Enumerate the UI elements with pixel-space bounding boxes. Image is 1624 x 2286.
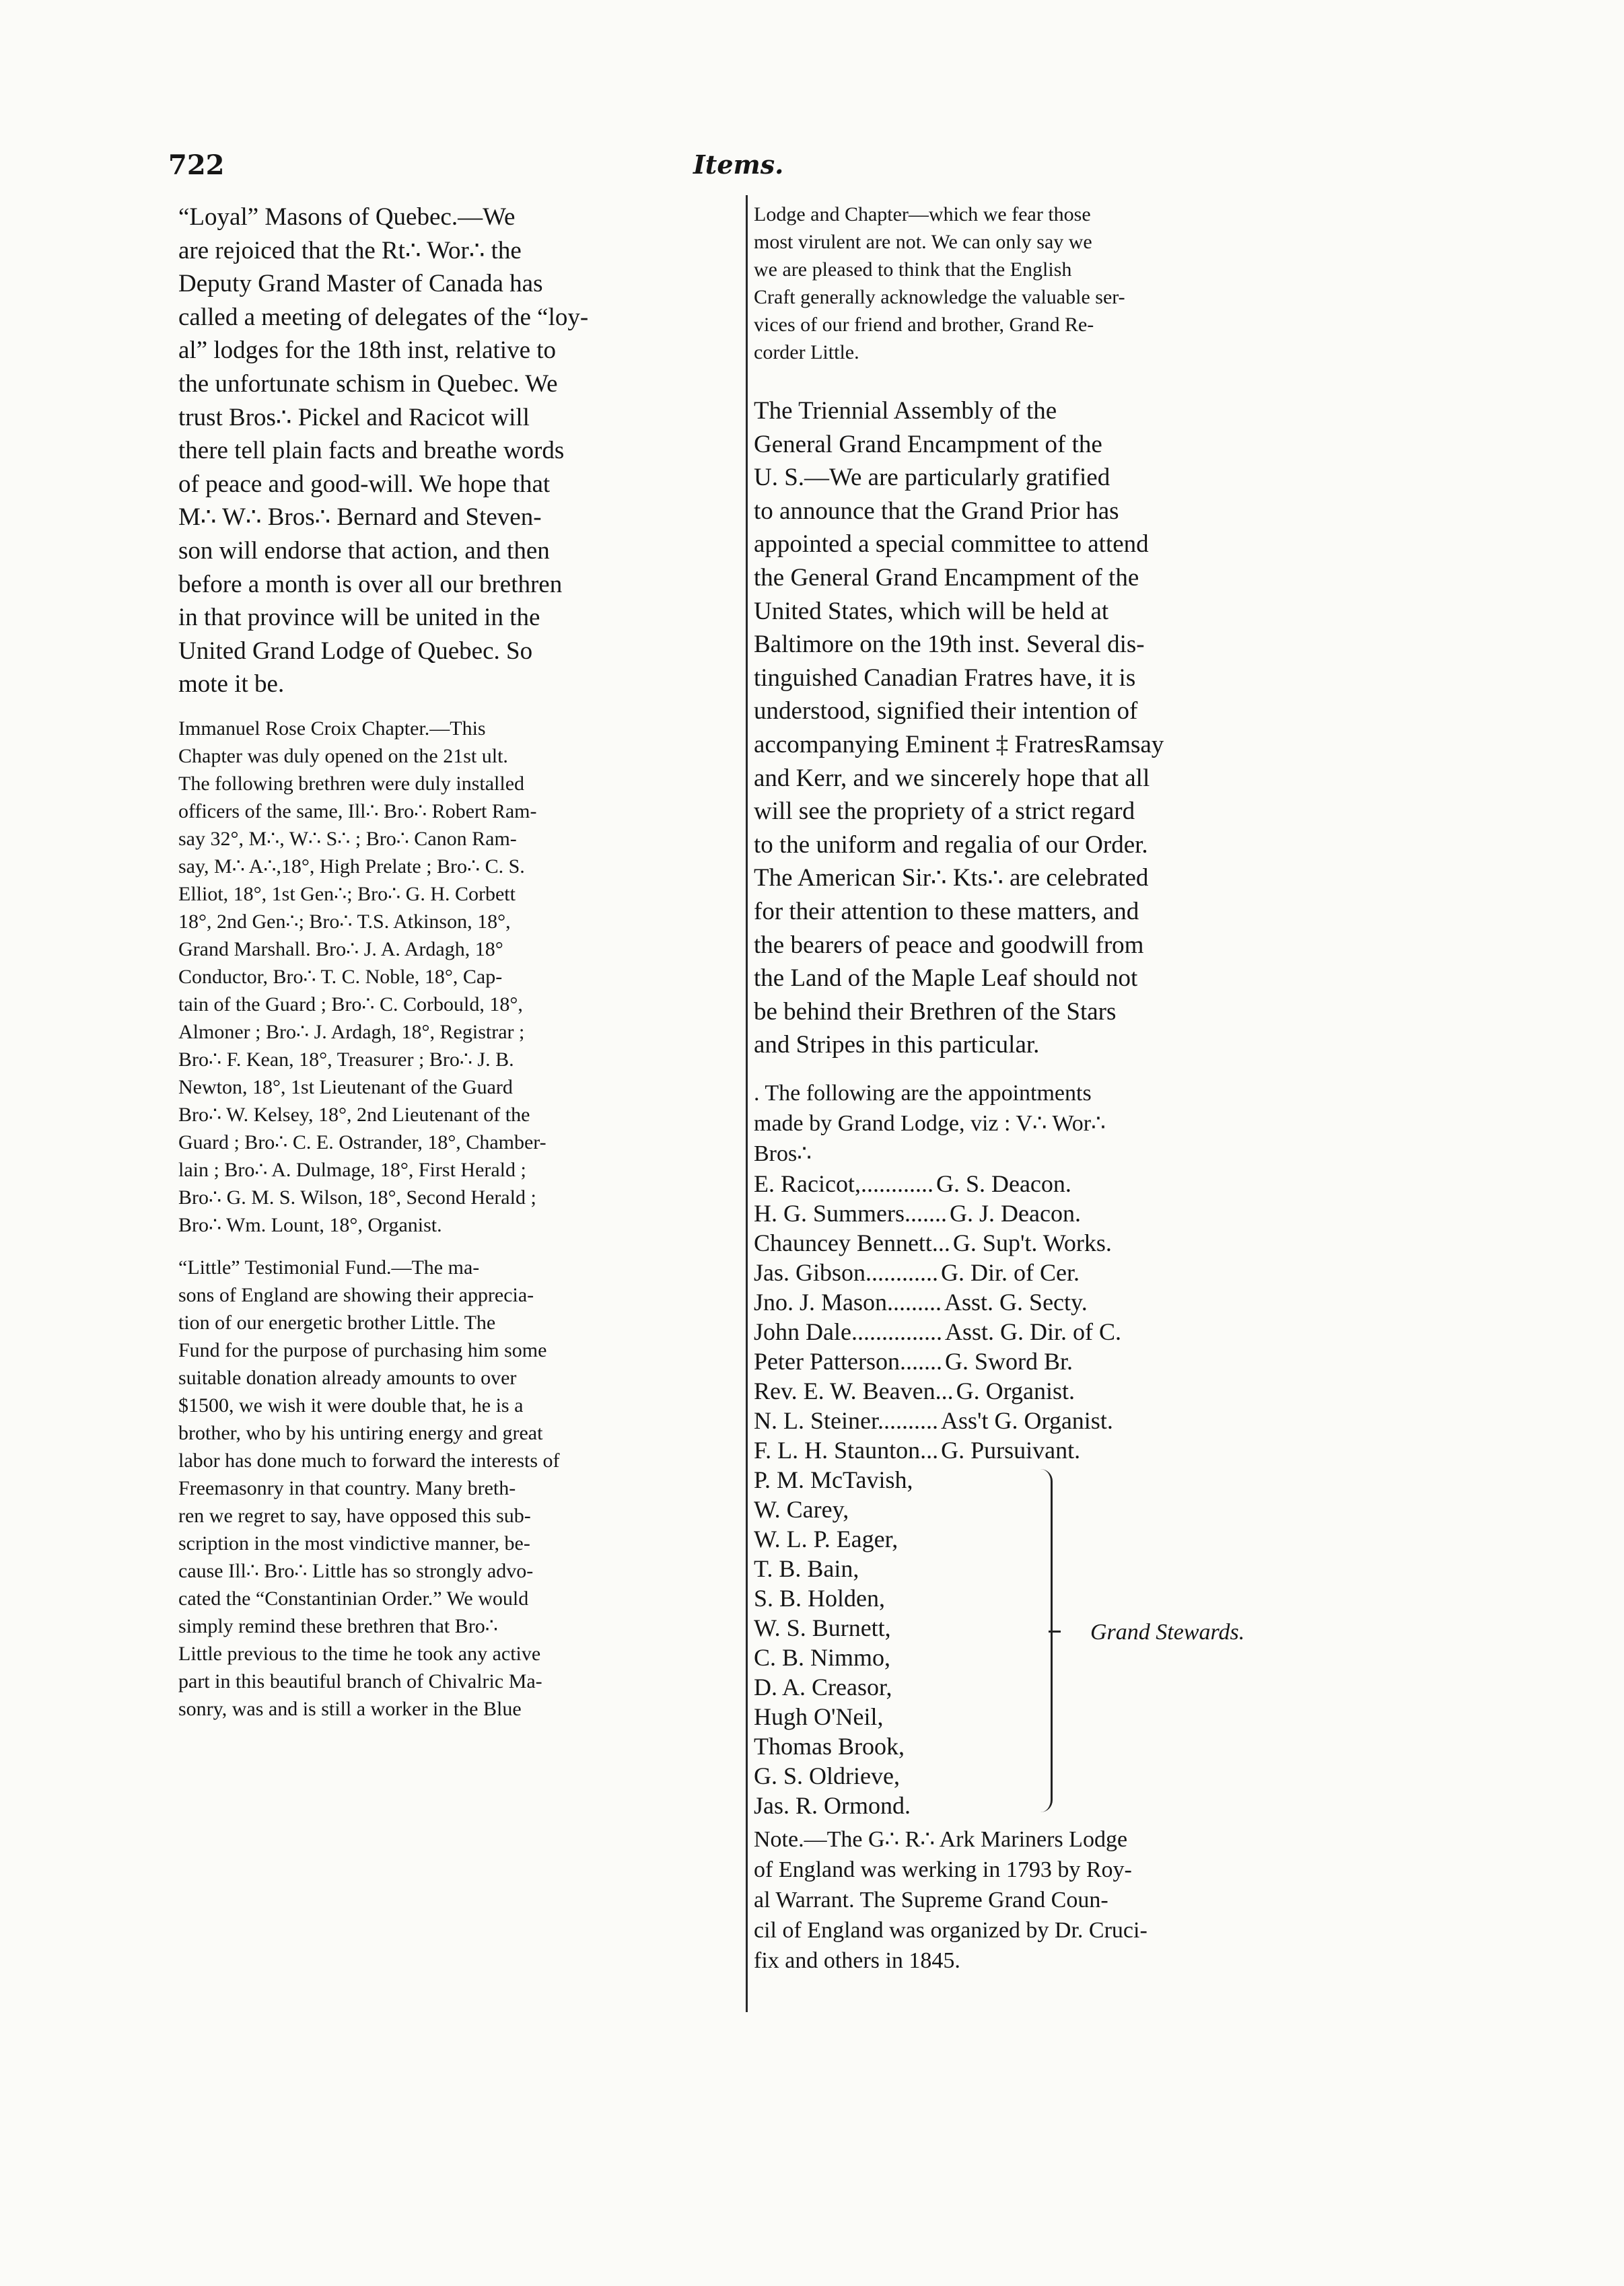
list-item xyxy=(754,1228,1326,1258)
appointee-name: F. L. H. Staunton... xyxy=(754,1436,939,1464)
column-divider xyxy=(746,195,748,2012)
text-line: fix and others in 1845. xyxy=(754,1948,960,1973)
text-line: the Land of the Maple Leaf should not xyxy=(754,964,1138,993)
article-triennial-assembly xyxy=(754,394,1326,1062)
text-line: United Grand Lodge of Quebec. So xyxy=(178,637,533,665)
text-line: lain ; Bro∴ A. Dulmage, 18°, First Herald ; xyxy=(178,1158,526,1181)
list-item xyxy=(754,1287,1326,1317)
text-line: there tell plain facts and breathe words xyxy=(178,437,565,465)
text-line: be behind their Brethren of the Stars xyxy=(754,997,1117,1026)
steward-name: Jas. R. Ormond. xyxy=(754,1791,911,1819)
appointee-office: G. Pursuivant. xyxy=(941,1436,1081,1464)
list-item xyxy=(754,1376,1326,1406)
text-line: Bros∴ xyxy=(754,1141,812,1166)
steward-name: C. B. Nimmo, xyxy=(754,1643,891,1671)
appointee-name: Rev. E. W. Beaven... xyxy=(754,1377,954,1404)
text-line: corder Little. xyxy=(754,341,859,363)
text-line: tain of the Guard ; Bro∴ C. Corbould, 18°, xyxy=(178,993,523,1015)
text-line: labor has done much to forward the interests of xyxy=(178,1449,560,1472)
steward-name: Thomas Brook, xyxy=(754,1732,905,1760)
grand-stewards-group xyxy=(754,1465,1326,1820)
text-line: the General Grand Encampment of the xyxy=(754,563,1139,592)
text-line: Lodge and Chapter—which we fear those xyxy=(754,203,1091,225)
text-line: Immanuel Rose Croix Chapter.—This xyxy=(178,717,486,740)
list-item xyxy=(754,1258,1326,1287)
list-item xyxy=(754,1406,1326,1435)
appointee-office: Asst. G. Secty. xyxy=(944,1288,1088,1316)
steward-name: W. S. Burnett, xyxy=(754,1614,891,1641)
text-line: The following brethren were duly installed xyxy=(178,772,525,795)
text-line: in that province will be united in the xyxy=(178,604,540,632)
text-line: Craft generally acknowledge the valuable ser- xyxy=(754,286,1125,308)
appointee-office: G. S. Deacon. xyxy=(935,1170,1071,1197)
text-line: son will endorse that action, and then xyxy=(178,536,550,565)
steward-name: W. Carey, xyxy=(754,1495,849,1523)
text-line: simply remind these brethren that Bro∴ xyxy=(178,1614,498,1637)
text-line: appointed a special committee to attend xyxy=(754,530,1149,559)
text-line: $1500, we wish it were double that, he is a xyxy=(178,1394,524,1417)
text-line: Bro∴ W. Kelsey, 18°, 2nd Lieutenant of the xyxy=(178,1103,530,1126)
steward-name: T. B. Bain, xyxy=(754,1555,859,1582)
text-line: to the uniform and regalia of our Order. xyxy=(754,830,1148,859)
text-line: scription in the most vindictive manner, be- xyxy=(178,1532,530,1555)
text-line: tinguished Canadian Fratres have, it is xyxy=(754,664,1136,692)
text-line: “Loyal” Masons of Quebec.—We xyxy=(178,203,516,231)
text-line: U. S.—We are particularly gratified xyxy=(754,464,1110,492)
steward-name: W. L. P. Eager, xyxy=(754,1525,898,1552)
text-line: say, M∴ A∴,18°, High Prelate ; Bro∴ C. S. xyxy=(178,855,525,878)
text-line: called a meeting of delegates of the “loy- xyxy=(178,303,589,331)
text-line: suitable donation already amounts to over xyxy=(178,1366,517,1389)
steward-name: D. A. Creasor, xyxy=(754,1673,892,1701)
text-line: officers of the same, Ill∴ Bro∴ Robert Ram- xyxy=(178,799,537,822)
list-item xyxy=(754,1317,1326,1347)
appointee-office: G. Organist. xyxy=(956,1377,1075,1404)
text-line: the bearers of peace and goodwill from xyxy=(754,931,1144,959)
text-line: vices of our friend and brother, Grand Re- xyxy=(754,314,1094,336)
text-line: will see the propriety of a strict regard xyxy=(754,797,1135,826)
list-item xyxy=(754,1347,1326,1376)
note-ark-mariners xyxy=(754,1824,1326,1976)
article-little-testimonial xyxy=(178,1254,725,1723)
text-line: Almoner ; Bro∴ J. Ardagh, 18°, Registrar ; xyxy=(178,1020,525,1043)
list-item xyxy=(754,1169,1326,1199)
appointee-office: G. Sup't. Works. xyxy=(952,1229,1112,1256)
text-line: before a month is over all our brethren xyxy=(178,570,563,598)
steward-name: G. S. Oldrieve, xyxy=(754,1762,900,1789)
text-line: and Stripes in this particular. xyxy=(754,1031,1040,1059)
page-number: 722 xyxy=(168,149,225,181)
text-line: “Little” Testimonial Fund.—The ma- xyxy=(178,1256,480,1279)
text-line: to announce that the Grand Prior has xyxy=(754,497,1119,525)
appointee-name: Jas. Gibson............ xyxy=(754,1258,939,1286)
text-line: and Kerr, and we sincerely hope that all xyxy=(754,764,1150,792)
text-line: Elliot, 18°, 1st Gen∴; Bro∴ G. H. Corbett xyxy=(178,882,516,905)
text-line: Deputy Grand Master of Canada has xyxy=(178,270,543,298)
text-line: al” lodges for the 18th inst, relative to xyxy=(178,336,557,365)
text-line: are rejoiced that the Rt∴ Wor∴ the xyxy=(178,236,522,264)
text-line: Little previous to the time he took any active xyxy=(178,1642,541,1665)
brace-point xyxy=(1049,1631,1061,1633)
steward-name: Hugh O'Neil, xyxy=(754,1703,884,1730)
text-line: trust Bros∴ Pickel and Racicot will xyxy=(178,403,530,431)
appointee-name: Peter Patterson....... xyxy=(754,1347,942,1375)
text-line: of England was werking in 1793 by Roy- xyxy=(754,1857,1132,1882)
curly-brace-icon xyxy=(1038,1469,1053,1812)
text-line: Newton, 18°, 1st Lieutenant of the Guard xyxy=(178,1075,513,1098)
steward-name: S. B. Holden, xyxy=(754,1584,886,1612)
text-line: say 32°, M∴, W∴ S∴ ; Bro∴ Canon Ram- xyxy=(178,827,517,850)
list-item xyxy=(754,1199,1326,1228)
text-line: sons of England are showing their apprecia- xyxy=(178,1283,534,1306)
text-line: Bro∴ F. Kean, 18°, Treasurer ; Bro∴ J. B. xyxy=(178,1048,514,1071)
appointments-intro xyxy=(754,1078,1326,1169)
text-line: the unfortunate schism in Quebec. We xyxy=(178,369,558,398)
text-line: The American Sir∴ Kts∴ are celebrated xyxy=(754,864,1149,892)
text-line: Fund for the purpose of purchasing him some xyxy=(178,1338,547,1361)
article-immanuel-chapter xyxy=(178,715,725,1239)
appointee-office: Ass't G. Organist. xyxy=(940,1406,1113,1434)
text-line: cause Ill∴ Bro∴ Little has so strongly advo- xyxy=(178,1559,534,1582)
left-column xyxy=(178,201,725,1723)
running-head: Items. xyxy=(693,149,784,180)
grand-stewards-label: Grand Stewards. xyxy=(1090,1619,1245,1645)
text-line: M∴ W∴ Bros∴ Bernard and Steven- xyxy=(178,503,542,532)
appointee-name: Jno. J. Mason......... xyxy=(754,1288,942,1316)
text-line: . The following are the appointments xyxy=(754,1080,1092,1106)
text-line: General Grand Encampment of the xyxy=(754,430,1102,458)
text-line: cil of England was organized by Dr. Cruci- xyxy=(754,1917,1148,1943)
text-line: of peace and good-will. We hope that xyxy=(178,470,551,498)
appointee-office: G. J. Deacon. xyxy=(950,1199,1081,1227)
text-line: United States, which will be held at xyxy=(754,597,1109,625)
text-line: Note.—The G∴ R∴ Ark Mariners Lodge xyxy=(754,1826,1128,1852)
article-little-continued xyxy=(754,201,1326,366)
text-line: Grand Marshall. Bro∴ J. A. Ardagh, 18° xyxy=(178,937,503,960)
text-line: most virulent are not. We can only say we xyxy=(754,231,1092,253)
text-line: al Warrant. The Supreme Grand Coun- xyxy=(754,1887,1108,1913)
text-line: we are pleased to think that the English xyxy=(754,258,1072,281)
text-line: mote it be. xyxy=(178,670,285,699)
text-line: Bro∴ Wm. Lount, 18°, Organist. xyxy=(178,1213,442,1236)
text-line: The Triennial Assembly of the xyxy=(754,397,1057,425)
text-line: 18°, 2nd Gen∴; Bro∴ T.S. Atkinson, 18°, xyxy=(178,910,511,933)
list-item xyxy=(754,1435,1326,1465)
text-line: ren we regret to say, have opposed this sub- xyxy=(178,1504,531,1527)
right-column xyxy=(754,201,1326,1976)
appointee-office: G. Dir. of Cer. xyxy=(941,1258,1080,1286)
text-line: made by Grand Lodge, viz : V∴ Wor∴ xyxy=(754,1110,1106,1136)
text-line: Guard ; Bro∴ C. E. Ostrander, 18°, Chamber- xyxy=(178,1131,546,1153)
text-line: cated the “Constantinian Order.” We would xyxy=(178,1587,529,1610)
appointee-name: John Dale............... xyxy=(754,1318,942,1345)
text-line: Baltimore on the 19th inst. Several dis- xyxy=(754,631,1145,659)
appointee-office: G. Sword Br. xyxy=(944,1347,1073,1375)
text-line: brother, who by his untiring energy and great xyxy=(178,1421,543,1444)
page-header xyxy=(168,149,1312,190)
text-line: Chapter was duly opened on the 21st ult. xyxy=(178,744,508,767)
text-line: sonry, was and is still a worker in the Blue xyxy=(178,1697,522,1720)
appointee-office: Asst. G. Dir. of C. xyxy=(944,1318,1121,1345)
appointee-name: H. G. Summers....... xyxy=(754,1199,947,1227)
text-line: accompanying Eminent ‡ FratresRamsay xyxy=(754,730,1164,758)
appointments-list xyxy=(754,1169,1326,1820)
text-line: Conductor, Bro∴ T. C. Noble, 18°, Cap- xyxy=(178,965,503,988)
appointee-name: Chauncey Bennett... xyxy=(754,1229,950,1256)
text-line: understood, signified their intention of xyxy=(754,697,1138,725)
text-line: part in this beautiful branch of Chivalric Ma- xyxy=(178,1670,542,1692)
article-loyal-masons xyxy=(178,201,725,701)
text-line: Bro∴ G. M. S. Wilson, 18°, Second Herald ; xyxy=(178,1186,536,1209)
appointee-name: E. Racicot,............ xyxy=(754,1170,933,1197)
steward-name: P. M. McTavish, xyxy=(754,1466,913,1493)
text-line: tion of our energetic brother Little. The xyxy=(178,1311,496,1334)
appointee-name: N. L. Steiner.......... xyxy=(754,1406,938,1434)
text-line: for their attention to these matters, and xyxy=(754,897,1139,925)
text-line: Freemasonry in that country. Many breth- xyxy=(178,1476,516,1499)
